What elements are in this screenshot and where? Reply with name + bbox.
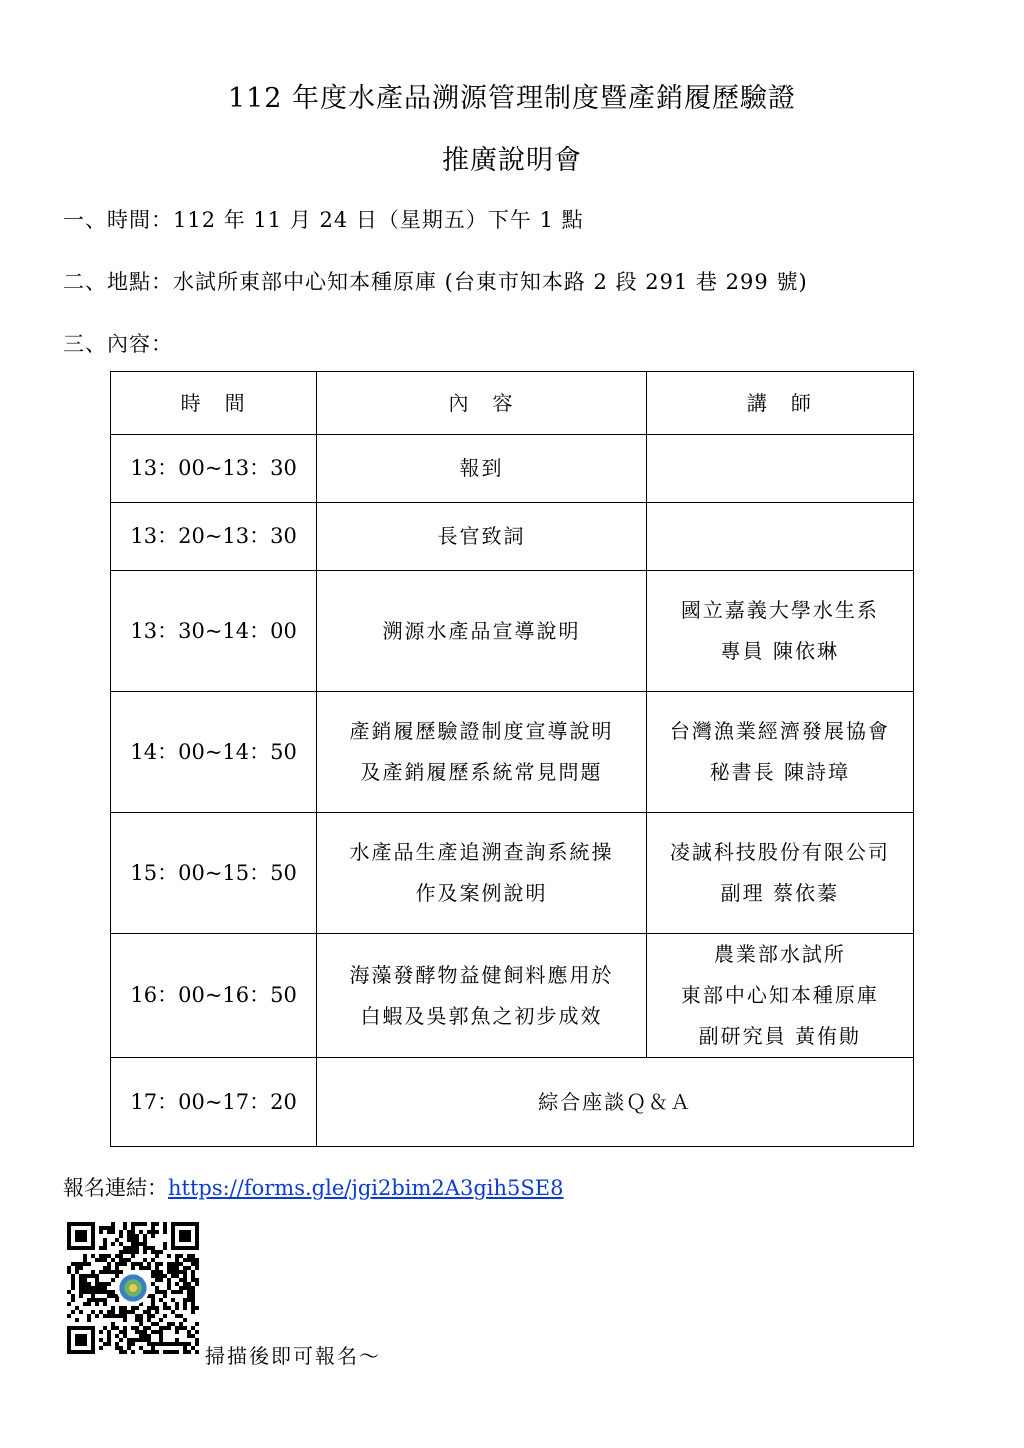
schedule-table	[110, 371, 914, 1147]
row-time: 15：00~15：50	[111, 813, 317, 934]
row-content-line: 作及案例說明	[415, 881, 548, 905]
table-row	[111, 571, 914, 692]
table-header-row	[111, 372, 914, 435]
row-content-line: 綜合座談Ｑ＆Ａ	[538, 1089, 693, 1114]
row-speaker	[646, 571, 913, 692]
table-row	[111, 503, 914, 571]
row-content	[317, 934, 646, 1058]
place-line: 二、地點：水試所東部中心知本種原庫 (台東市知本路 2 段 291 巷 299 號)	[63, 270, 808, 294]
registration-link[interactable]: https://forms.gle/jgi2bim2A3gih5SE8	[168, 1176, 564, 1200]
time-line: 一、時間：112 年 11 月 24 日（星期五）下午 1 點	[63, 208, 584, 232]
table-row	[111, 435, 914, 503]
row-content-line: 產銷履歷驗證制度宣導說明	[349, 719, 614, 743]
row-speaker-line: 副研究員 黃侑勛	[698, 1024, 861, 1048]
title-line-1: 112 年度水產品溯源管理制度暨產銷履歷驗證	[227, 83, 797, 114]
row-speaker	[646, 503, 913, 571]
row-content	[317, 692, 646, 813]
row-content	[317, 1058, 914, 1147]
row-speaker	[646, 435, 913, 503]
row-speaker	[646, 934, 913, 1058]
row-content-line: 及產銷履歷系統常見問題	[360, 760, 603, 784]
header-content: 內 容	[317, 372, 646, 435]
row-speaker-line: 東部中心知本種原庫	[680, 983, 879, 1007]
qr-code-icon[interactable]	[67, 1222, 199, 1354]
registration-label: 報名連結：	[63, 1176, 168, 1200]
row-speaker-line: 專員 陳依琳	[720, 639, 839, 663]
row-content-line: 報到	[459, 456, 504, 480]
row-time: 13：30~14：00	[111, 571, 317, 692]
row-speaker-line: 秘書長 陳詩璋	[709, 760, 850, 784]
row-content	[317, 571, 646, 692]
table-row	[111, 1058, 914, 1147]
row-content-line: 長官致詞	[437, 524, 526, 548]
row-content	[317, 813, 646, 934]
row-speaker-line: 台灣漁業經濟發展協會	[669, 719, 890, 743]
row-speaker-line: 國立嘉義大學水生系	[680, 598, 879, 622]
row-content-line: 溯源水產品宣導說明	[382, 618, 581, 643]
table-row	[111, 934, 914, 1058]
row-content	[317, 503, 646, 571]
row-content-line: 水產品生產追溯查詢系統操	[349, 840, 614, 864]
row-time: 17：00~17：20	[111, 1058, 317, 1147]
title-line-2: 推廣說明會	[442, 145, 582, 176]
row-speaker-line: 凌誠科技股份有限公司	[669, 840, 890, 864]
header-speaker: 講 師	[646, 372, 913, 435]
row-speaker-line: 農業部水試所	[713, 942, 846, 966]
row-time: 13：00~13：30	[111, 435, 317, 503]
scan-note: 掃描後即可報名～	[205, 1344, 381, 1368]
row-time: 14：00~14：50	[111, 692, 317, 813]
row-time: 13：20~13：30	[111, 503, 317, 571]
header-time: 時 間	[111, 372, 317, 435]
row-speaker	[646, 692, 913, 813]
row-content-line: 海藻發酵物益健飼料應用於	[349, 962, 614, 987]
table-row	[111, 692, 914, 813]
row-speaker	[646, 813, 913, 934]
table-row	[111, 813, 914, 934]
row-time: 16：00~16：50	[111, 934, 317, 1058]
row-content-line: 白蝦及吳郭魚之初步成效	[360, 1003, 603, 1028]
content-label: 三、內容：	[63, 332, 173, 356]
row-content	[317, 435, 646, 503]
row-speaker-line: 副理 蔡依蓁	[720, 881, 839, 905]
registration-line	[63, 1172, 563, 1202]
